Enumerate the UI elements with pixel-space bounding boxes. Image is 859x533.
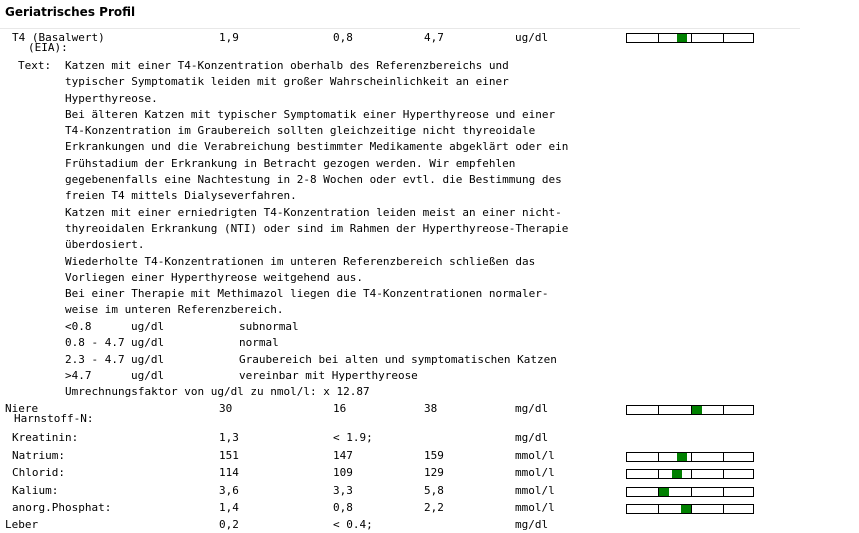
harnstoff-label: Harnstoff-N: — [14, 412, 94, 425]
electrolyte-upper: 5,8 — [424, 484, 444, 497]
electrolyte-label: Chlorid: — [12, 466, 65, 479]
reference-range: >4.7 — [65, 368, 92, 382]
text-line: weise im unteren Referenzbereich. — [65, 303, 284, 317]
text-line: Bei älteren Katzen mit typischer Symptomatik einer Hyperthyreose und einer — [65, 107, 556, 121]
electrolyte-lower: 147 — [333, 449, 353, 462]
header-divider — [0, 28, 800, 29]
kreatinin-unit: mg/dl — [515, 431, 549, 444]
reference-unit: ug/dl — [131, 320, 165, 333]
page-title: Geriatrisches Profil — [5, 5, 136, 19]
kreatinin-value: 1,3 — [219, 431, 239, 444]
kreatinin-label: Kreatinin: — [12, 431, 79, 444]
harnstoff-value: 30 — [219, 402, 233, 415]
range-bar-divider — [658, 505, 659, 513]
electrolyte-upper: 159 — [424, 449, 444, 462]
kreatinin-ref: < 1.9; — [333, 431, 373, 444]
electrolyte-upper: 2,2 — [424, 501, 444, 514]
range-bar-marker — [677, 34, 687, 42]
range-bar-marker — [659, 488, 669, 496]
text-line: typischer Symptomatik leiden mit großer Wahrscheinlichkeit an einer — [65, 75, 509, 89]
text-line: Frühstadium der Erkrankung in Betracht gezogen werden. Wir empfehlen — [65, 156, 516, 170]
electrolyte-unit: mmol/l — [515, 484, 555, 497]
range-bar-divider — [658, 34, 659, 42]
range-bar-marker — [672, 470, 682, 478]
leber-unit: mg/dl — [515, 518, 549, 531]
range-bar-marker — [677, 453, 687, 461]
section-leber: Leber — [5, 518, 39, 531]
text-line: Erkrankungen und die Verabreichung bestimmter Medikamente abgeklärt oder ein — [65, 140, 569, 154]
text-line: Katzen mit einer T4-Konzentration oberhalb des Referenzbereichs und — [65, 59, 509, 72]
leber-value: 0,2 — [219, 518, 239, 531]
range-bar-divider — [691, 453, 692, 461]
text-line: freien T4 mittels Dialyseverfahren. — [65, 189, 297, 203]
reference-range: 0.8 - 4.7 — [65, 336, 125, 350]
t4-upper-ref: 4,7 — [424, 31, 444, 44]
range-bar-divider — [723, 470, 724, 478]
electrolyte-value: 3,6 — [219, 484, 239, 497]
reference-unit: ug/dl — [131, 336, 165, 350]
reference-desc: subnormal — [239, 320, 299, 333]
electrolyte-range-bar — [626, 504, 754, 514]
electrolyte-unit: mmol/l — [515, 466, 555, 479]
range-bar-divider — [658, 406, 659, 414]
text-line: gegebenenfalls eine Nachtestung in 2-8 Wochen oder evtl. die Bestimmung des — [65, 173, 562, 187]
harnstoff-upper-ref: 38 — [424, 402, 438, 415]
range-bar-divider — [691, 34, 692, 42]
text-line: Vorliegen einer Hyperthyreose weitgehend aus. — [65, 270, 364, 284]
range-bar-divider — [691, 505, 692, 513]
range-bar-divider — [723, 453, 724, 461]
electrolyte-lower: 109 — [333, 466, 353, 479]
range-bar-divider — [723, 505, 724, 513]
text-line: überdosiert. — [65, 238, 145, 252]
text-line: thyreoidalen Erkrankung (NTI) oder sind im Rahmen der Hyperthyreose-Therapie — [65, 221, 569, 235]
reference-desc: vereinbar mit Hyperthyreose — [239, 368, 418, 382]
text-line: Hyperthyreose. — [65, 91, 158, 105]
range-bar-divider — [658, 470, 659, 478]
t4-method: (EIA): — [28, 41, 68, 54]
t4-name: T4 (Basalwert) — [12, 31, 105, 44]
text-line: Bei einer Therapie mit Methimazol liegen die T4-Konzentrationen normaler- — [65, 287, 549, 301]
electrolyte-value: 114 — [219, 466, 239, 479]
electrolyte-range-bar — [626, 487, 754, 497]
electrolyte-lower: 0,8 — [333, 501, 353, 514]
reference-range: 2.3 - 4.7 — [65, 352, 125, 366]
reference-desc: normal — [239, 336, 279, 350]
range-bar-divider — [723, 406, 724, 414]
electrolyte-unit: mmol/l — [515, 449, 555, 462]
text-line: T4-Konzentration im Graubereich sollten gleichzeitige nicht thyreoidale — [65, 124, 536, 138]
electrolyte-value: 1,4 — [219, 501, 239, 514]
electrolyte-value: 151 — [219, 449, 239, 462]
electrolyte-label: Kalium: — [12, 484, 59, 497]
interpretation-text — [65, 58, 568, 319]
reference-range: <0.8 — [65, 320, 92, 333]
t4-lower-ref: 0,8 — [333, 31, 353, 44]
range-bar-marker — [692, 406, 702, 414]
range-bar-divider — [691, 470, 692, 478]
harnstoff-unit: mg/dl — [515, 402, 549, 415]
section-niere: Niere — [5, 402, 39, 415]
text-label: Text: — [18, 59, 52, 72]
range-bar-divider — [658, 453, 659, 461]
leber-ref: < 0.4; — [333, 518, 373, 531]
electrolyte-lower: 3,3 — [333, 484, 353, 497]
electrolyte-upper: 129 — [424, 466, 444, 479]
reference-desc: Graubereich bei alten und symptomatischen Katzen — [239, 352, 557, 366]
electrolyte-label: anorg.Phosphat: — [12, 501, 112, 514]
text-line: Wiederholte T4-Konzentrationen im unteren Referenzbereich schließen das — [65, 254, 536, 268]
electrolyte-label: Natrium: — [12, 449, 65, 462]
electrolyte-range-bar — [626, 452, 754, 462]
t4-value: 1,9 — [219, 31, 239, 44]
range-bar-divider — [723, 34, 724, 42]
reference-unit: ug/dl — [131, 368, 165, 382]
electrolyte-unit: mmol/l — [515, 501, 555, 514]
t4-unit: ug/dl — [515, 31, 549, 44]
harnstoff-range-bar — [626, 405, 754, 415]
harnstoff-lower-ref: 16 — [333, 402, 347, 415]
range-bar-marker — [681, 505, 691, 513]
range-bar-divider — [723, 488, 724, 496]
t4-range-bar — [626, 33, 754, 43]
text-line: Katzen mit einer erniedrigten T4-Konzentration leiden meist an einer nicht- — [65, 205, 562, 219]
range-bar-divider — [691, 488, 692, 496]
conversion-note: Umrechnungsfaktor von ug/dl zu nmol/l: x 12.87 — [65, 385, 370, 398]
electrolyte-range-bar — [626, 469, 754, 479]
reference-unit: ug/dl — [131, 352, 165, 366]
